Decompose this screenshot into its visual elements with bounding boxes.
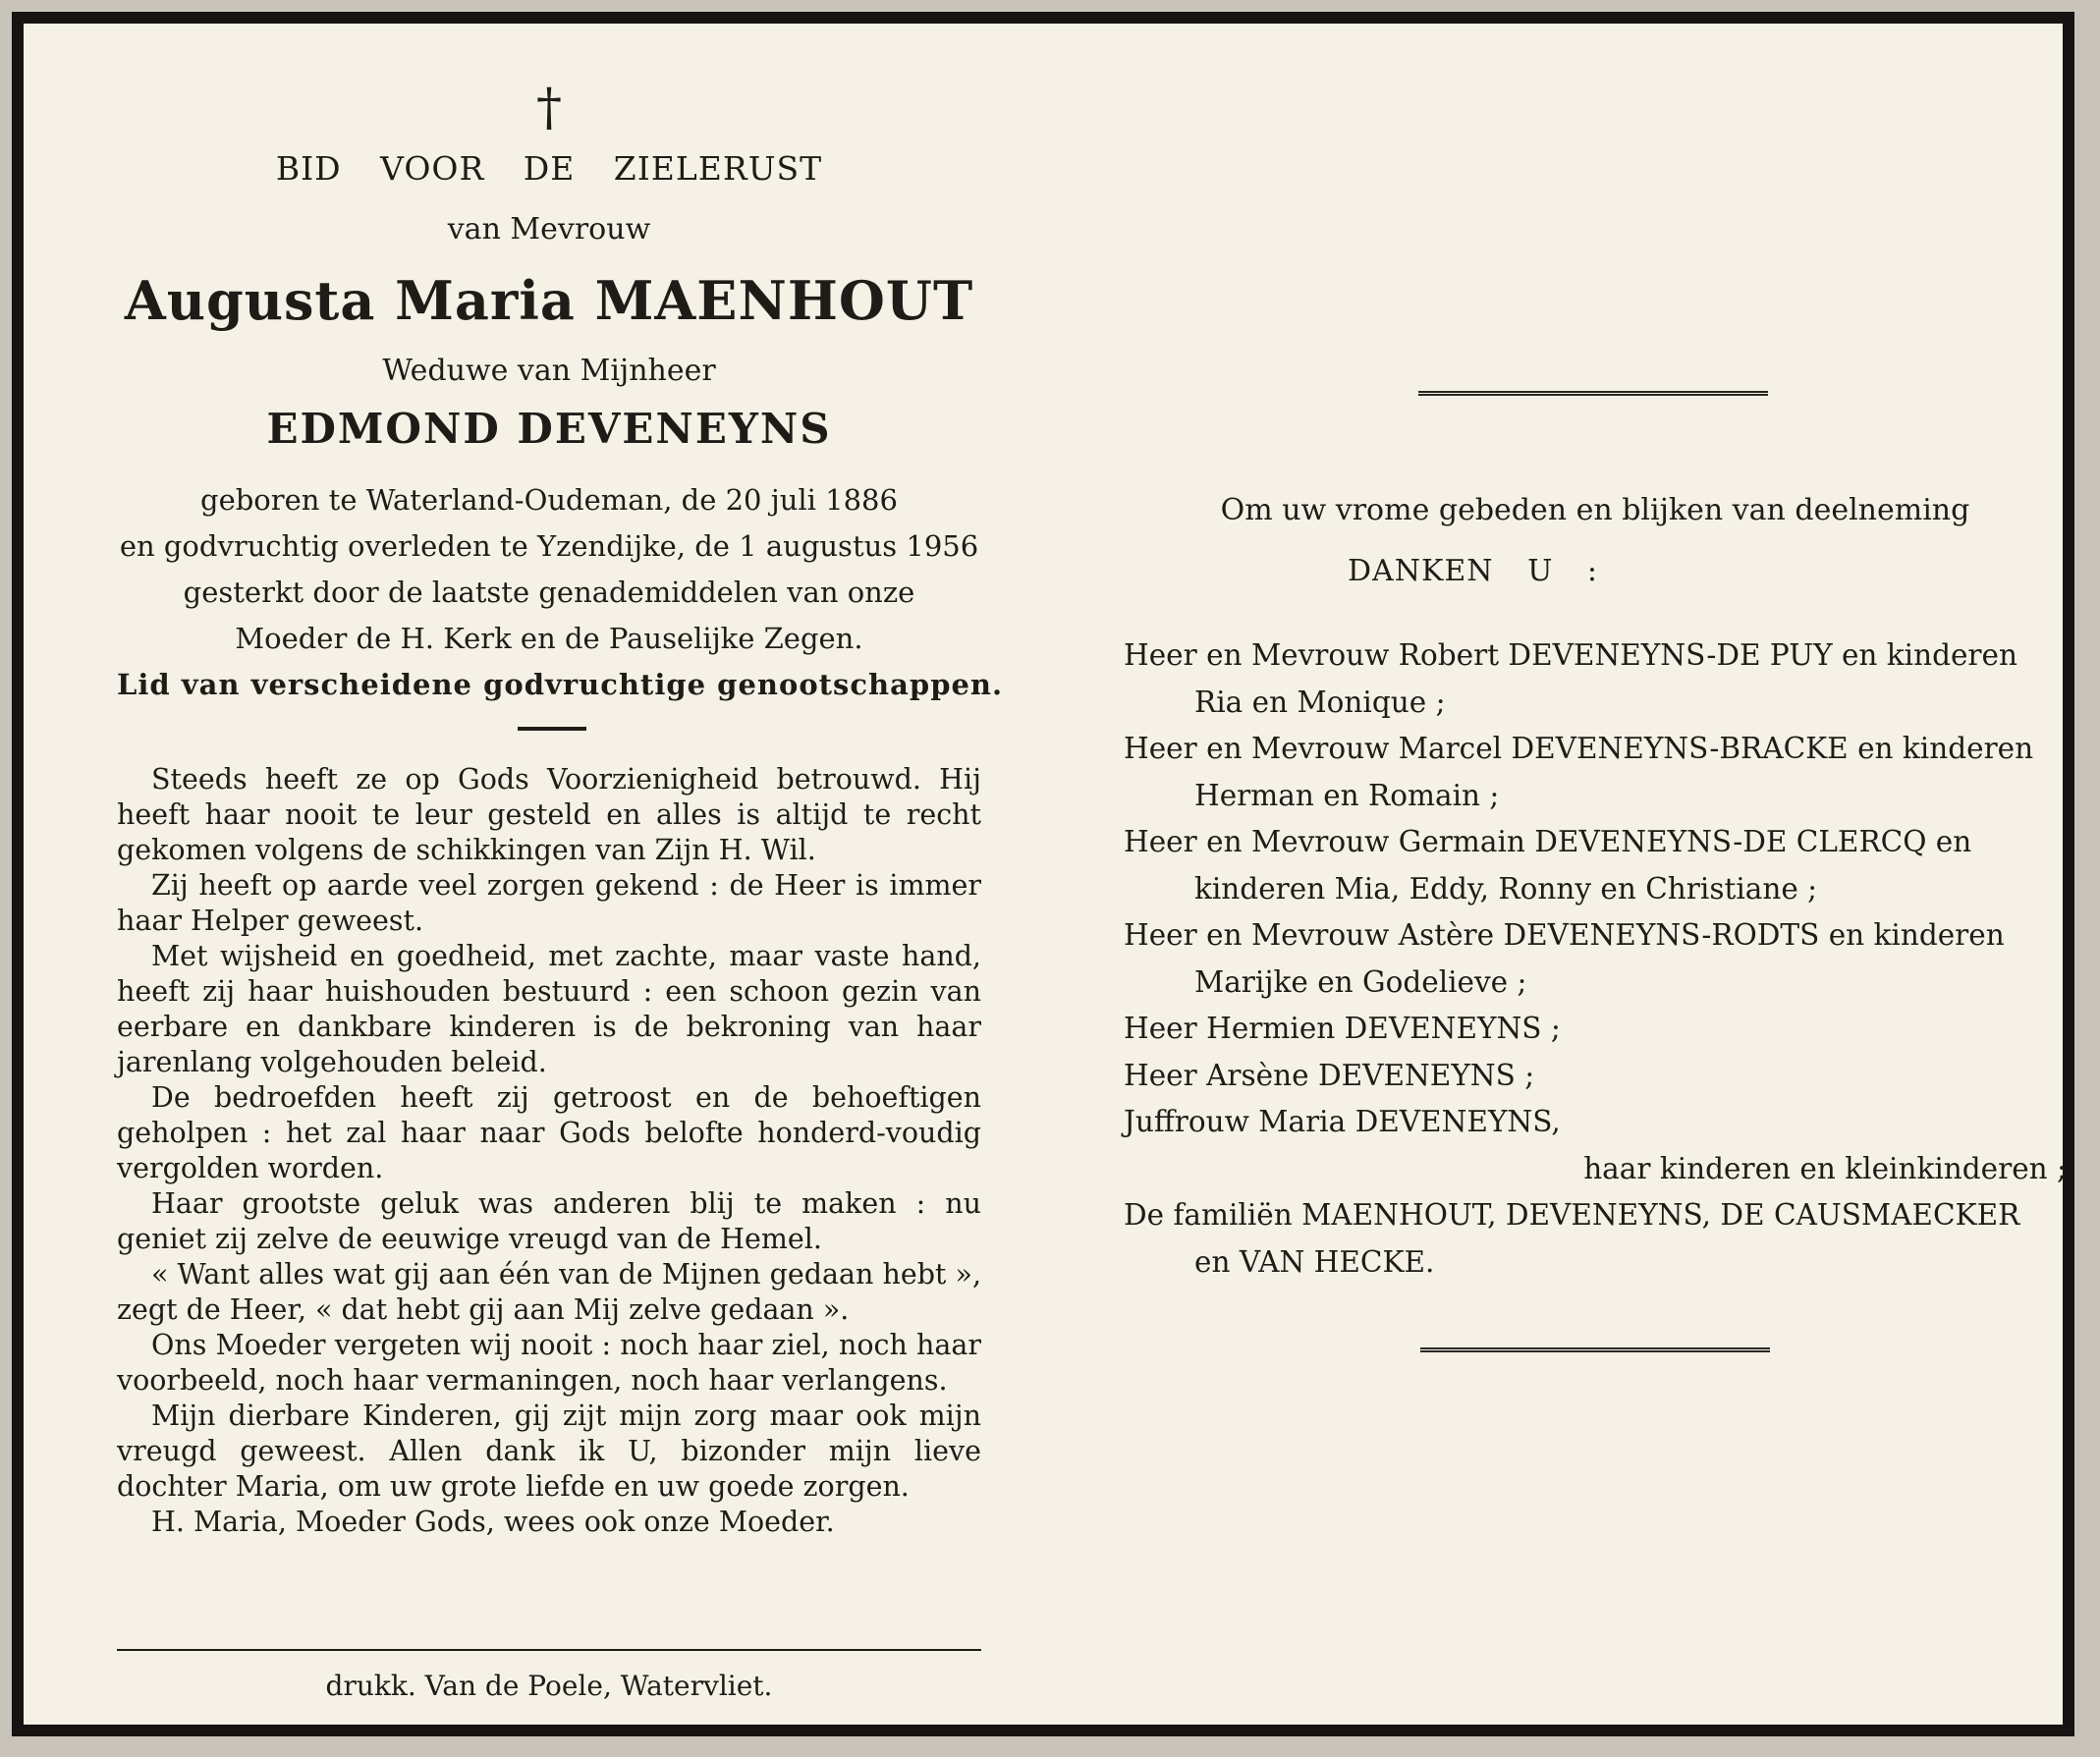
danken-heading: DANKEN U : bbox=[1348, 554, 1598, 588]
family-line: Heer en Mevrouw Germain DEVENEYNS-DE CLERCQ en bbox=[1124, 825, 1972, 858]
cross-icon: † bbox=[536, 79, 562, 137]
info-line: geboren te Waterland-Oudeman, de 20 juli 1886 bbox=[200, 483, 898, 517]
family-line: Marijke en Godelieve ; bbox=[1194, 964, 1527, 999]
family-line-text: Heer en Mevrouw Robert DEVENEYNS-DE PUY en kinderen bbox=[1124, 638, 2017, 672]
divider bbox=[117, 1649, 981, 1651]
widow-of: Weduwe van Mijnheer bbox=[382, 354, 716, 388]
family-line: Herman en Romain ; bbox=[1194, 778, 1500, 812]
family-line: Heer Arsène DEVENEYNS ; bbox=[1124, 1058, 1535, 1092]
family-line: De familiën MAENHOUT, DEVENEYNS, DE CAUSMAECKER bbox=[1124, 1198, 2020, 1232]
van-mevrouw: van Mevrouw bbox=[447, 212, 651, 247]
family-line: Heer en Mevrouw Astère DEVENEYNS-RODTS en kinderen bbox=[1124, 918, 2005, 952]
paragraph: H. Maria, Moeder Gods, wees ook onze Moeder. bbox=[151, 1506, 835, 1538]
family-line: en VAN HECKE. bbox=[1194, 1244, 1435, 1279]
info-line: gesterkt door de laatste genademiddelen van onze bbox=[183, 576, 915, 609]
double-divider bbox=[1420, 1347, 1770, 1352]
paragraph: Met wijsheid en goedheid, met zachte, maar vaste hand, heeft zij haar huishouden bestuurd : een schoon gezin van eerbare en dankbare kinderen is de bekroning van haar jarenlang volgehouden beleid. bbox=[117, 940, 981, 1078]
intro-heading: BID VOOR DE ZIELERUST bbox=[275, 149, 823, 188]
printer-credit: drukk. Van de Poele, Watervliet. bbox=[325, 1670, 773, 1702]
divider bbox=[518, 727, 586, 731]
family-line: kinderen Mia, Eddy, Ronny en Christiane ; bbox=[1194, 871, 1818, 906]
memorial-card bbox=[12, 12, 2074, 1736]
right-panel bbox=[1124, 24, 2067, 1725]
paragraph: Steeds heeft ze op Gods Voorzienigheid betrouwd. Hij heeft haar nooit te leur gesteld en alles is altijd te recht gekomen volgens de schikkingen van Zijn H. Wil. bbox=[117, 763, 981, 866]
thanks-line: Om uw vrome gebeden en blijken van deelneming bbox=[1220, 493, 1970, 527]
paragraph: Zij heeft op aarde veel zorgen gekend : de Heer is immer haar Helper geweest. bbox=[117, 869, 981, 937]
family-line: Heer Hermien DEVENEYNS ; bbox=[1124, 1012, 1561, 1045]
paragraph: « Want alles wat gij aan één van de Mijnen gedaan hebt », zegt de Heer, « dat hebt gij aan Mij zelve gedaan ». bbox=[117, 1258, 981, 1326]
family-line bbox=[1124, 632, 2067, 680]
family-line: Heer en Mevrouw Marcel DEVENEYNS-BRACKE en kinderen bbox=[1124, 732, 2034, 765]
paragraph: Haar grootste geluk was anderen blij te maken : nu geniet zij zelve de eeuwige vreugd van de Hemel. bbox=[117, 1187, 981, 1255]
paragraph: Mijn dierbare Kinderen, gij zijt mijn zorg maar ook mijn vreugd geweest. Allen dank ik U, bizonder mijn lieve dochter Maria, om uw grote liefde en uw goede zorgen. bbox=[117, 1400, 981, 1503]
family-line: haar kinderen en kleinkinderen ; bbox=[1583, 1151, 2067, 1185]
deceased-name: Augusta Maria MAENHOUT bbox=[124, 269, 974, 332]
info-line: Moeder de H. Kerk en de Pauselijke Zegen. bbox=[235, 622, 863, 655]
family-line: Juffrouw Maria DEVENEYNS, bbox=[1124, 1105, 1561, 1138]
husband-name: EDMOND DEVENEYNS bbox=[266, 405, 832, 453]
memorial-text bbox=[117, 762, 981, 1540]
paragraph: De bedroefden heeft zij getroost en de behoeftigen geholpen : het zal haar naar Gods belofte honderd-voudig vergolden worden. bbox=[117, 1081, 981, 1184]
life-info bbox=[117, 477, 1004, 708]
left-panel bbox=[117, 24, 1004, 1725]
paragraph: Ons Moeder vergeten wij nooit : noch haar ziel, noch haar voorbeeld, noch haar vermaningen, noch haar verlangens. bbox=[117, 1329, 981, 1397]
membership: Lid van verscheidene godvruchtige genootschappen. bbox=[117, 668, 1004, 701]
family-line: Ria en Monique ; bbox=[1194, 685, 1446, 719]
double-divider bbox=[1418, 391, 1768, 396]
info-line: en godvruchtig overleden te Yzendijke, de 1 augustus 1956 bbox=[119, 529, 979, 563]
family-list bbox=[1124, 632, 2067, 1286]
